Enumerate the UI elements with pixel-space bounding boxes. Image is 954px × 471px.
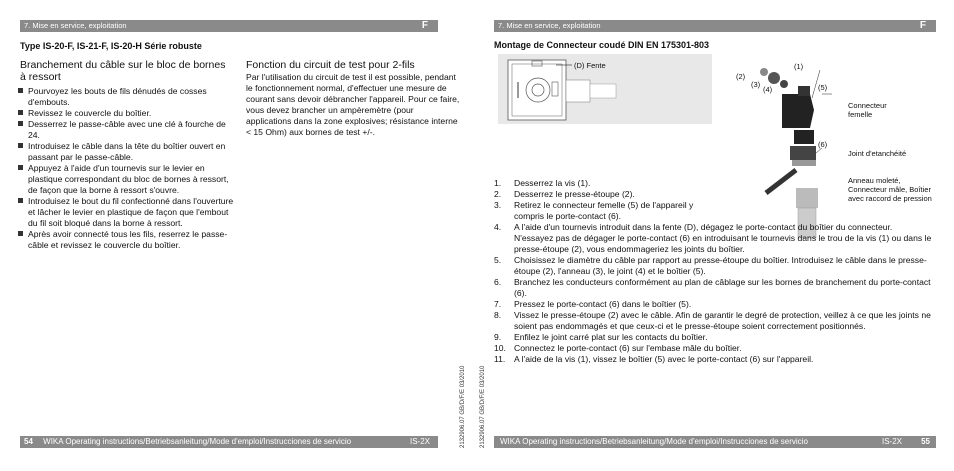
doc-code-right: 2132906.07 GB/D/F/E 03/2010 <box>480 365 486 448</box>
step-text: Desserrez le presse-étoupe (2). <box>514 189 635 199</box>
test-circuit-heading: Fonction du circuit de test pour 2-fils <box>246 59 415 71</box>
step-text: Enfilez le joint carré plat sur les contacts du boîtier. <box>514 332 708 342</box>
step-number: 2. <box>494 189 502 199</box>
step-item <box>494 178 724 189</box>
step-number: 5. <box>494 255 502 265</box>
step-item <box>494 299 934 310</box>
step-text: Choisissez le diamètre du câble par rapport au presse-étoupe du boîtier. Introduisez le câble dans le presse-étoupe (2), l'anneau (3), le joint (4) et le boîtier (5). <box>514 255 927 276</box>
part-label-4: (4) <box>763 85 773 94</box>
step-number: 1. <box>494 178 502 188</box>
connector-top-diagram <box>498 54 712 124</box>
joint-label: Joint d'etanchéité <box>848 149 907 158</box>
bullet-item: Introduisez le câble dans la tête du boîtier ouvert en passant par le passe-câble. <box>16 141 234 163</box>
step-text: Connectez le porte-contact (6) sur l'embase mâle du boîtier. <box>514 343 742 353</box>
footer-text-left: WIKA Operating instructions/Betriebsanleitung/Mode d'emploi/Instrucciones de servicio <box>43 437 352 446</box>
step-item <box>494 189 724 200</box>
anneau-label: Anneau moleté, Connecteur mâle, Boîtier avec raccord de pression <box>848 176 932 203</box>
language-badge-left: F <box>421 20 428 31</box>
assembly-steps <box>494 178 934 365</box>
part-label-6: (6) <box>818 140 828 149</box>
page-number-left: 54 <box>24 437 33 446</box>
fente-label: (D) Fente <box>574 61 606 70</box>
page-number-right: 55 <box>921 437 930 446</box>
step-item <box>494 343 934 354</box>
footer-text-right: WIKA Operating instructions/Betriebsanleitung/Mode d'emploi/Instrucciones de servicio <box>500 437 808 446</box>
connector-heading: Montage de Connecteur coudé DIN EN 175301-803 <box>494 40 710 50</box>
section-title-left: 7. Mise en service, exploitation <box>24 21 127 30</box>
step-text: Retirez le connecteur femelle (5) de l'appareil y compris le porte-contact (6). <box>514 200 694 221</box>
part-label-5: (5) <box>818 83 828 92</box>
step-number: 11. <box>494 354 506 364</box>
footer-ref-right: IS-2X <box>881 437 902 446</box>
spring-terminal-heading: Branchement du câble sur le bloc de bornes à ressort <box>20 59 226 83</box>
step-text: Pressez le porte-contact (6) dans le boîtier (5). <box>514 299 692 309</box>
step-number: 7. <box>494 299 502 309</box>
bullet-item: Appuyez à l'aide d'un tournevis sur le levier en plastique correspondant du bloc de bornes à ressort, de façon que la borne à ressort s'ouvre. <box>16 163 234 196</box>
step-number: 10. <box>494 343 506 353</box>
step-number: 4. <box>494 222 502 232</box>
part-label-2: (2) <box>736 72 746 81</box>
step-number: 3. <box>494 200 502 210</box>
step-text: A l'aide d'un tournevis introduit dans la fente (D), dégagez le porte-contact du boîtier du connecteur. N'essayez pas de dégager le porte-contact (6) en introduisant le tournevis dans le trou de la vis (1) ou dans le presse-étoupe (2), vous endommageriez les joints du boîtier. <box>514 222 932 254</box>
step-item <box>494 332 934 343</box>
step-text: Branchez les conducteurs conformément au plan de câblage sur les bornes de branchement du porte-contact (6). <box>514 277 931 298</box>
bullet-item: Pourvoyez les bouts de fils dénudés de cosses d'embouts. <box>16 86 234 108</box>
step-number: 6. <box>494 277 502 287</box>
step-item <box>494 277 934 299</box>
doc-code-left: 2132906.07 GB/D/F/E 03/2010 <box>460 365 466 448</box>
step-item <box>494 200 724 222</box>
part-label-1: (1) <box>794 62 804 71</box>
step-item <box>494 222 934 255</box>
step-number: 9. <box>494 332 502 342</box>
step-text: Vissez le presse-étoupe (2) avec le câble. Afin de garantir le degré de protection, veillez à ce que les joints ne soient pas endommagés et que ceux-ci et le presse-étoupe soient correctement positionnés. <box>514 310 931 331</box>
step-item <box>494 255 934 277</box>
language-badge-right: F <box>919 20 926 31</box>
bullet-list <box>16 86 234 251</box>
bullet-item: Desserrez le passe-câble avec une clé à fourche de 24. <box>16 119 234 141</box>
step-text: Desserrez la vis (1). <box>514 178 591 188</box>
bullet-item: Après avoir connecté tous les fils, reserrez le passe-câble et revissez le couvercle du boîtier. <box>16 229 234 251</box>
part-label-3: (3) <box>751 80 761 89</box>
section-bar-left <box>20 20 438 32</box>
step-number: 8. <box>494 310 502 320</box>
bullet-item: Introduisez le bout du fil confectionné dans l'ouverture et lâcher le levier en plastique de façon que l'embout du fil soit bloqué dans la borne à ressort. <box>16 196 234 229</box>
bullet-item: Revissez le couvercle du boîtier. <box>16 108 234 119</box>
footer-ref-left: IS-2X <box>409 437 430 446</box>
section-title-right: 7. Mise en service, exploitation <box>498 21 601 30</box>
step-item <box>494 354 934 365</box>
section-bar-right <box>494 20 936 32</box>
footer-right <box>494 436 936 448</box>
step-text: A l'aide de la vis (1), vissez le boîtier (5) avec le porte-contact (6) sur l'appareil. <box>514 354 814 364</box>
footer-left <box>20 436 438 448</box>
step-item <box>494 310 934 332</box>
test-circuit-text: Par l'utilisation du circuit de test il est possible, pendant le fonctionnement normal, d'effectuer une mesure de courant sans devoir débrancher l'appareil. Pour ce faire, vous devez brancher un ampèremètre (pour applications dans la zone explosives; résistance interne < 15 Ohm) aux bornes de test +/-. <box>246 72 460 137</box>
connecteur-femelle-label: Connecteur femelle <box>848 101 887 119</box>
type-heading: Type IS-20-F, IS-21-F, IS-20-H Série robuste <box>20 41 202 51</box>
